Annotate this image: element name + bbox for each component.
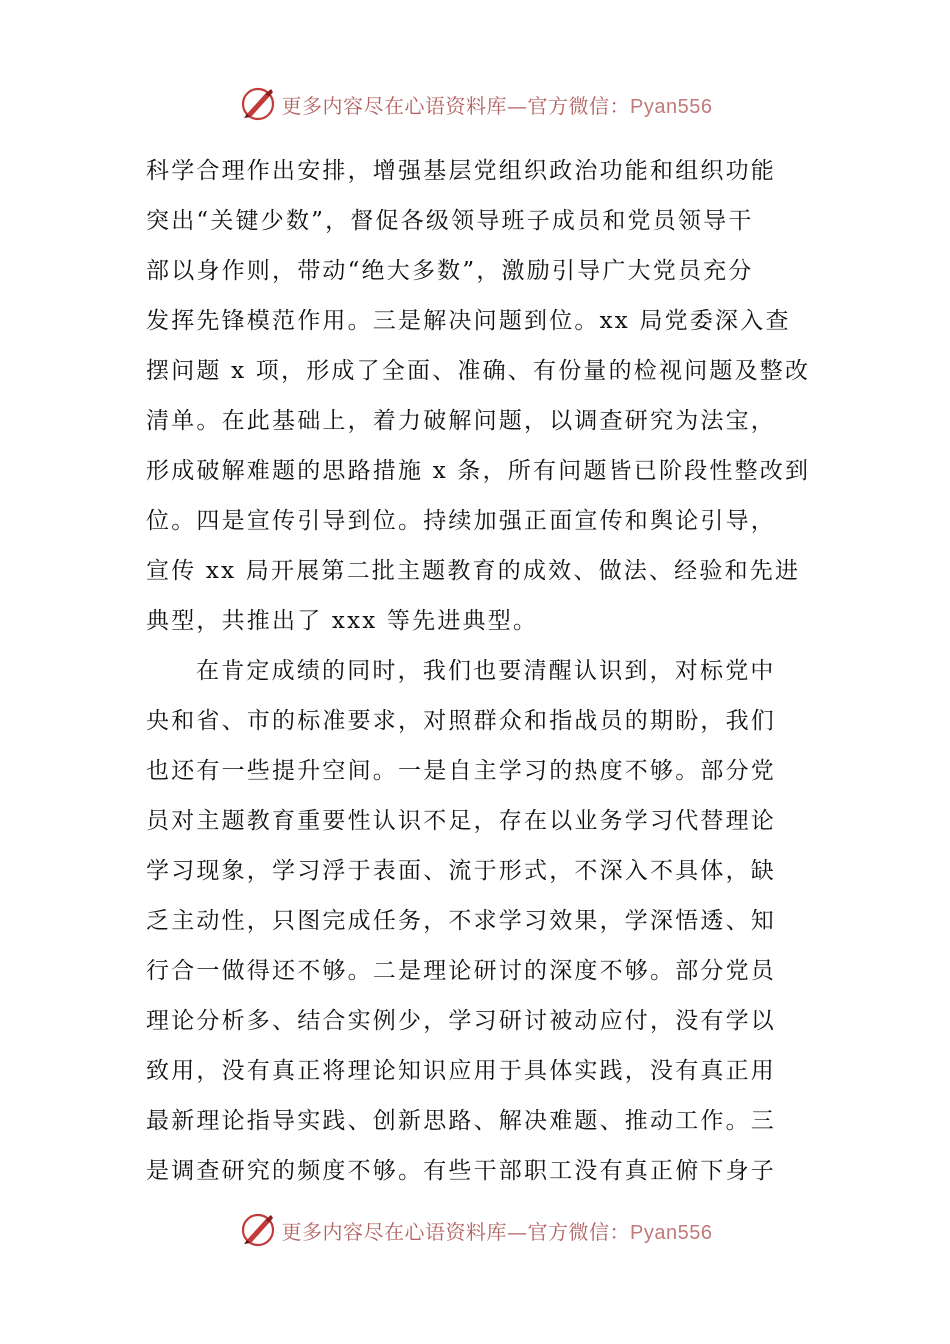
watermark-text: 更多内容尽在心语资料库—官方微信：Pyan556 — [281, 1219, 713, 1244]
text-line: 形成破解难题的思路措施 x 条，所有问题皆已阶段性整改到 — [146, 458, 811, 484]
watermark-text: 更多内容尽在心语资料库—官方微信：Pyan556 — [281, 93, 713, 118]
text-line: 清单。在此基础上，着力破解问题，以调查研究为法宝， — [146, 408, 776, 434]
text-line: 是调查研究的频度不够。有些干部职工没有真正俯下身子 — [146, 1158, 776, 1184]
document-body — [146, 146, 811, 1196]
text-line: 理论分析多、结合实例少，学习研讨被动应付，没有学以 — [146, 1008, 776, 1034]
text-line: 位。四是宣传引导到位。持续加强正面宣传和舆论引导， — [146, 508, 776, 534]
pen-logo-icon — [238, 84, 278, 124]
text-line: 行合一做得还不够。二是理论研讨的深度不够。部分党员 — [146, 958, 776, 984]
watermark-banner-top — [0, 84, 950, 124]
text-line: 科学合理作出安排，增强基层党组织政治功能和组织功能 — [146, 158, 776, 184]
text-line: 员对主题教育重要性认识不足，存在以业务学习代替理论 — [146, 808, 776, 834]
text-line: 致用，没有真正将理论知识应用于具体实践，没有真正用 — [146, 1058, 776, 1084]
text-line: 摆问题 x 项，形成了全面、准确、有份量的检视问题及整改 — [146, 358, 811, 384]
text-line: 典型，共推出了 xxx 等先进典型。 — [146, 608, 539, 634]
text-line: 央和省、市的标准要求，对照群众和指战员的期盼，我们 — [146, 708, 776, 734]
text-line: 部以身作则，带动“绝大多数”，激励引导广大党员充分 — [146, 258, 754, 284]
watermark-banner-bottom — [0, 1210, 950, 1250]
paragraph-start-line: 在肯定成绩的同时，我们也要清醒认识到，对标党中 — [196, 658, 776, 684]
text-line: 最新理论指导实践、创新思路、解决难题、推动工作。三 — [146, 1108, 776, 1134]
text-line: 学习现象，学习浮于表面、流于形式，不深入不具体，缺 — [146, 858, 776, 884]
text-line: 发挥先锋模范作用。三是解决问题到位。xx 局党委深入查 — [146, 308, 791, 334]
text-line: 乏主动性，只图完成任务，不求学习效果，学深悟透、知 — [146, 908, 776, 934]
pen-logo-icon — [238, 1210, 278, 1250]
text-line: 也还有一些提升空间。一是自主学习的热度不够。部分党 — [146, 758, 776, 784]
text-line: 突出“关键少数”，督促各级领导班子成员和党员领导干 — [146, 208, 754, 234]
text-line: 宣传 xx 局开展第二批主题教育的成效、做法、经验和先进 — [146, 558, 801, 584]
